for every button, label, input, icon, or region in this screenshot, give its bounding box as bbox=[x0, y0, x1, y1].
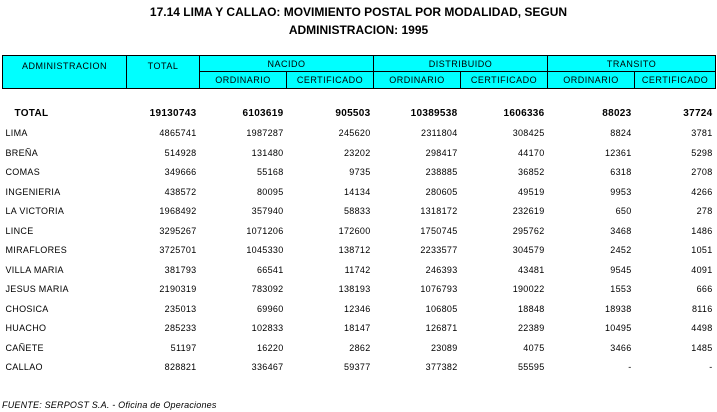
row-label: CALLAO bbox=[5, 362, 43, 373]
header-nacido-certificado: CERTIFICADO bbox=[287, 72, 374, 89]
cell-nacido-ordinario: 1987287 bbox=[246, 128, 284, 139]
cell-distribuido-ordinario: 1750745 bbox=[420, 225, 458, 236]
cell-distribuido-ordinario: 1318172 bbox=[420, 206, 458, 217]
cell-total: 438572 bbox=[164, 186, 197, 197]
row-label: CHOSICA bbox=[5, 303, 49, 314]
cell-transito-certificado: 278 bbox=[696, 206, 713, 217]
table-row bbox=[3, 202, 716, 222]
cell-total: 3725701 bbox=[159, 245, 197, 256]
cell-nacido-certificado: 9735 bbox=[349, 167, 371, 178]
cell-transito-certificado: 4498 bbox=[691, 323, 713, 334]
table-row bbox=[3, 124, 716, 144]
table-row bbox=[3, 260, 716, 280]
row-label: HUACHO bbox=[5, 323, 47, 334]
header-distribuido: DISTRIBUIDO bbox=[374, 56, 548, 72]
row-label: LA VICTORIA bbox=[5, 206, 65, 217]
cell-total: 2190319 bbox=[159, 284, 197, 295]
row-label: BREÑA bbox=[5, 147, 39, 158]
header-transito: TRANSITO bbox=[548, 56, 716, 72]
cell-nacido-ordinario: 66541 bbox=[256, 264, 284, 275]
cell-nacido-certificado: 23202 bbox=[343, 147, 371, 158]
cell-distribuido-certificado: 44170 bbox=[518, 147, 545, 158]
cell-nacido-certificado: 138712 bbox=[338, 245, 371, 256]
cell-distribuido-certificado: 304579 bbox=[512, 245, 545, 256]
cell-distribuido-ordinario: 280605 bbox=[425, 186, 458, 197]
row-label: CAÑETE bbox=[5, 342, 44, 353]
cell-distribuido-ordinario: 106805 bbox=[425, 303, 458, 314]
cell-distribuido-certificado: 295762 bbox=[512, 225, 545, 236]
cell-nacido-certificado: 14134 bbox=[343, 186, 371, 197]
cell-transito-ordinario: 18938 bbox=[605, 303, 632, 314]
cell-total: 3295267 bbox=[159, 225, 197, 236]
cell-total: 285233 bbox=[164, 323, 197, 334]
cell-transito-ordinario: 8824 bbox=[610, 128, 632, 139]
cell-transito-ordinario: 2452 bbox=[610, 245, 632, 256]
cell-nacido-certificado: 245620 bbox=[338, 128, 371, 139]
total-value-distribuido-certificado: 1606336 bbox=[503, 108, 545, 120]
cell-distribuido-certificado: 190022 bbox=[512, 284, 545, 295]
table-row bbox=[3, 299, 716, 319]
cell-distribuido-certificado: 308425 bbox=[512, 128, 545, 139]
header-nacido-ordinario: ORDINARIO bbox=[200, 72, 287, 89]
total-value-distribuido-ordinario: 10389538 bbox=[410, 108, 458, 120]
total-value-nacido-ordinario: 6103619 bbox=[242, 108, 284, 120]
cell-nacido-certificado: 138193 bbox=[338, 284, 371, 295]
row-label: VILLA MARIA bbox=[5, 264, 64, 275]
cell-transito-ordinario: 6318 bbox=[610, 167, 632, 178]
total-row bbox=[3, 104, 716, 124]
cell-nacido-certificado: 18147 bbox=[343, 323, 371, 334]
header-distribuido-certificado: CERTIFICADO bbox=[461, 72, 548, 89]
cell-distribuido-ordinario: 377382 bbox=[425, 362, 458, 373]
table-row bbox=[3, 221, 716, 241]
cell-total: 514928 bbox=[164, 147, 197, 158]
cell-total: 1968492 bbox=[159, 206, 197, 217]
total-label: TOTAL bbox=[14, 108, 49, 120]
cell-nacido-ordinario: 80095 bbox=[256, 186, 284, 197]
cell-nacido-ordinario: 16220 bbox=[256, 342, 284, 353]
cell-nacido-ordinario: 1071206 bbox=[246, 225, 284, 236]
row-label: COMAS bbox=[5, 167, 41, 178]
table-row bbox=[3, 358, 716, 378]
cell-distribuido-ordinario: 1076793 bbox=[420, 284, 458, 295]
cell-distribuido-ordinario: 2233577 bbox=[420, 245, 458, 256]
row-label: LINCE bbox=[5, 225, 34, 236]
cell-nacido-ordinario: 69960 bbox=[256, 303, 284, 314]
cell-transito-certificado: 5298 bbox=[691, 147, 713, 158]
cell-nacido-certificado: 172600 bbox=[338, 225, 371, 236]
cell-transito-certificado: 8116 bbox=[691, 303, 713, 314]
cell-distribuido-ordinario: 246393 bbox=[425, 264, 458, 275]
total-value-total: 19130743 bbox=[149, 108, 197, 120]
source-footnote: FUENTE: SERPOST S.A. - Oficina de Operaciones bbox=[2, 400, 217, 410]
cell-distribuido-ordinario: 23089 bbox=[430, 342, 458, 353]
cell-nacido-ordinario: 55168 bbox=[256, 167, 284, 178]
row-label: MIRAFLORES bbox=[5, 245, 68, 256]
total-value-transito-certificado: 37724 bbox=[683, 108, 713, 120]
cell-transito-certificado: 2708 bbox=[691, 167, 713, 178]
postal-movement-table bbox=[2, 55, 716, 377]
row-label: JESUS MARIA bbox=[5, 284, 69, 295]
cell-total: 349666 bbox=[164, 167, 197, 178]
total-value-transito-ordinario: 88023 bbox=[602, 108, 632, 120]
cell-transito-ordinario: 9953 bbox=[610, 186, 632, 197]
cell-transito-certificado: 3781 bbox=[691, 128, 713, 139]
cell-transito-certificado: 666 bbox=[696, 284, 713, 295]
cell-transito-ordinario: 3466 bbox=[610, 342, 632, 353]
cell-nacido-ordinario: 783092 bbox=[251, 284, 284, 295]
cell-nacido-ordinario: 102833 bbox=[251, 323, 284, 334]
cell-transito-certificado: 1485 bbox=[691, 342, 713, 353]
cell-distribuido-certificado: 36852 bbox=[518, 167, 545, 178]
table-row bbox=[3, 280, 716, 300]
cell-distribuido-certificado: 232619 bbox=[512, 206, 545, 217]
cell-nacido-ordinario: 131480 bbox=[251, 147, 284, 158]
table-row bbox=[3, 182, 716, 202]
table-row bbox=[3, 319, 716, 339]
header-distribuido-ordinario: ORDINARIO bbox=[374, 72, 461, 89]
cell-transito-ordinario: 10495 bbox=[605, 323, 632, 334]
cell-transito-ordinario: 3468 bbox=[610, 225, 632, 236]
cell-distribuido-ordinario: 238885 bbox=[425, 167, 458, 178]
cell-transito-ordinario: 650 bbox=[615, 206, 632, 217]
cell-nacido-certificado: 59377 bbox=[343, 362, 371, 373]
cell-total: 4865741 bbox=[159, 128, 197, 139]
cell-nacido-certificado: 58833 bbox=[343, 206, 371, 217]
table-row bbox=[3, 143, 716, 163]
cell-transito-certificado: 1051 bbox=[691, 245, 713, 256]
cell-nacido-certificado: 12346 bbox=[343, 303, 371, 314]
cell-transito-ordinario: 1553 bbox=[610, 284, 632, 295]
cell-nacido-certificado: 2862 bbox=[349, 342, 371, 353]
header-total: TOTAL bbox=[127, 56, 200, 89]
total-value-nacido-certificado: 905503 bbox=[335, 108, 371, 120]
cell-distribuido-certificado: 49519 bbox=[518, 186, 545, 197]
cell-distribuido-certificado: 4075 bbox=[523, 342, 545, 353]
cell-total: 51197 bbox=[170, 342, 197, 353]
cell-transito-ordinario: - bbox=[628, 362, 632, 373]
cell-distribuido-certificado: 43481 bbox=[518, 264, 545, 275]
cell-total: 828821 bbox=[164, 362, 197, 373]
table-body bbox=[3, 89, 716, 378]
header-transito-ordinario: ORDINARIO bbox=[548, 72, 635, 89]
table-row bbox=[3, 338, 716, 358]
header-transito-certificado: CERTIFICADO bbox=[635, 72, 716, 89]
cell-total: 235013 bbox=[164, 303, 197, 314]
header-administracion: ADMINISTRACION bbox=[3, 56, 127, 89]
cell-transito-certificado: - bbox=[709, 362, 713, 373]
cell-distribuido-certificado: 55595 bbox=[518, 362, 545, 373]
table-title-line-1: 17.14 LIMA Y CALLAO: MOVIMIENTO POSTAL POR MODALIDAD, SEGUN bbox=[149, 5, 568, 19]
cell-transito-ordinario: 9545 bbox=[610, 264, 632, 275]
header-nacido: NACIDO bbox=[200, 56, 374, 72]
cell-nacido-certificado: 11742 bbox=[344, 264, 371, 275]
table-row bbox=[3, 241, 716, 261]
cell-nacido-ordinario: 1045330 bbox=[246, 245, 284, 256]
spacer-row bbox=[3, 89, 716, 105]
cell-distribuido-ordinario: 298417 bbox=[425, 147, 458, 158]
cell-nacido-ordinario: 336467 bbox=[251, 362, 284, 373]
table-row bbox=[3, 163, 716, 183]
row-label: INGENIERIA bbox=[5, 186, 61, 197]
cell-total: 381793 bbox=[164, 264, 197, 275]
cell-transito-certificado: 4266 bbox=[691, 186, 713, 197]
cell-transito-certificado: 1486 bbox=[691, 225, 713, 236]
cell-nacido-ordinario: 357940 bbox=[251, 206, 284, 217]
cell-distribuido-ordinario: 126871 bbox=[425, 323, 458, 334]
cell-transito-ordinario: 12361 bbox=[605, 147, 632, 158]
cell-distribuido-certificado: 22389 bbox=[518, 323, 545, 334]
cell-distribuido-ordinario: 2311804 bbox=[421, 128, 458, 139]
row-label: LIMA bbox=[5, 128, 28, 139]
cell-transito-certificado: 4091 bbox=[691, 264, 713, 275]
cell-distribuido-certificado: 18848 bbox=[518, 303, 545, 314]
table-title-line-2: ADMINISTRACION: 1995 bbox=[288, 23, 429, 37]
